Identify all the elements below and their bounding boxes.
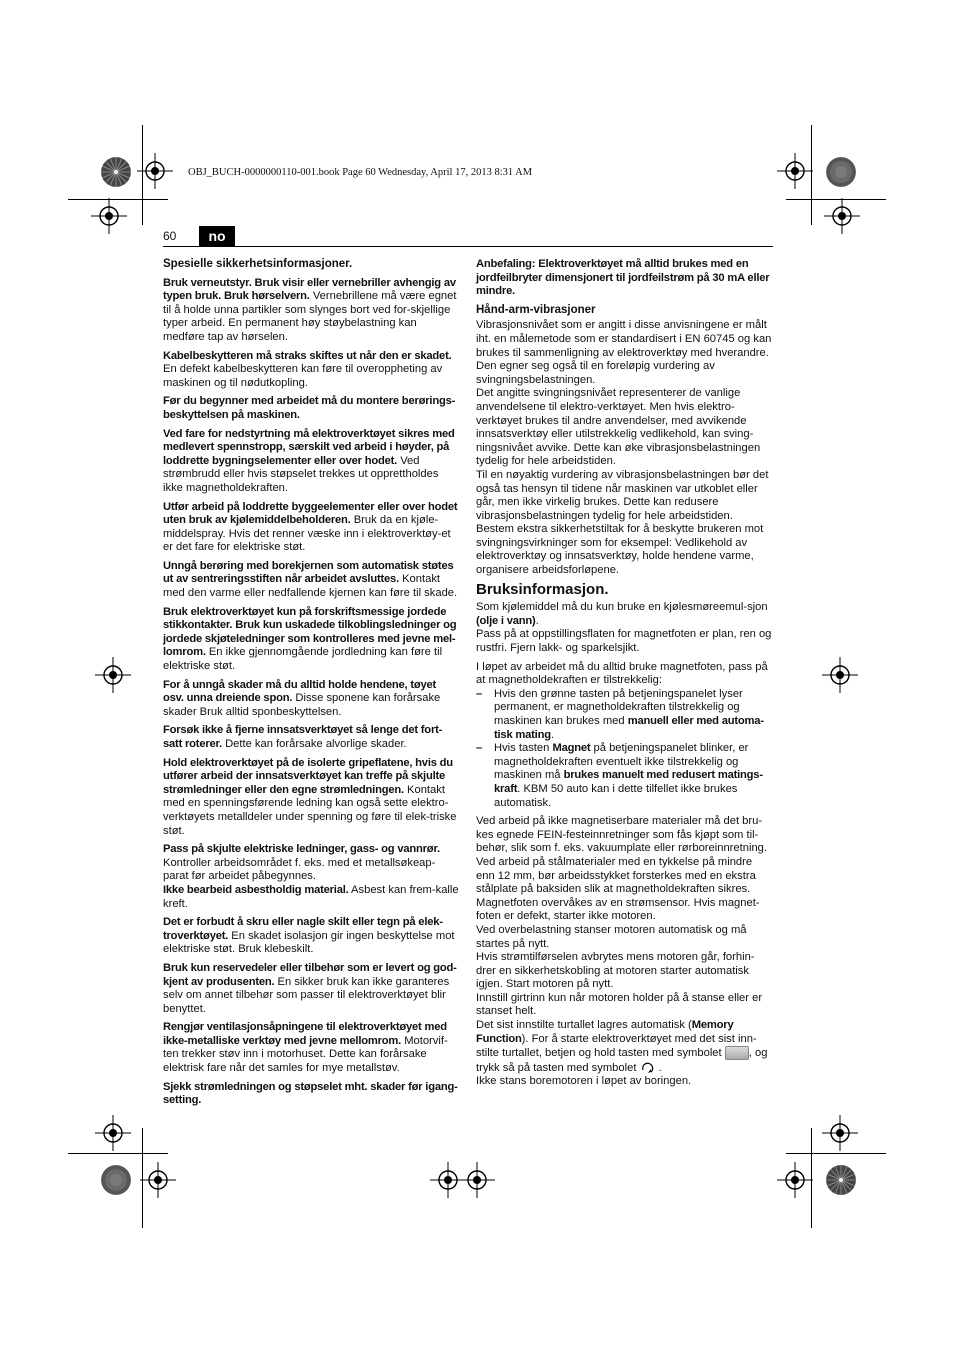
paragraph: Magnetfoten overvåkes av en strømsensor. Hvis magnet-foten er defekt, starter ikke motoren. <box>476 896 760 923</box>
paragraph: Ved arbeid på ikke magnetiserbare materialer må det bru-kes egnede FEIN-festeinnretninger som fås kjøpt som til-behør, slik som f. eks. vakuumplate eller rørboreinnretning. <box>476 815 767 855</box>
paragraph: Pass på skjulte elektriske ledninger, gass- og vannrør. Kontroller arbeidsområdet f. eks. med et metallsøkeap-parat før arbeidet påbegynnes. <box>163 843 440 883</box>
paragraph: Ved fare for nedstyrtning må elektroverktøyet sikres med medlevert spennstropp, særskilt ved arbeid i høyder, på loddrette bygningselementer eller over hodet. Ved strømbrudd eller hvis støpselet trekkes ut opprettholdes ikke magnetholdekraften. <box>163 427 455 494</box>
registration-mark-icon <box>93 1113 133 1153</box>
paragraph: Hold elektroverktøyet på de isolerte gripeflatene, hvis du utfører arbeid der innsatsverktøyet kan treffe på skjulte strømledninger eller den egne strømledningen. Kontakt med en spenningsførende ledning kan også sette elektro-verktøyets metalldeler under spenning og føre til elek-triske støt. <box>163 756 457 837</box>
color-target-icon <box>826 1165 856 1195</box>
section-heading: Bruksinformasjon. <box>476 580 609 598</box>
paragraph: Ved arbeid på stålmaterialer med en tykkelse på mindre enn 12 mm, bør arbeidsstykket forsterkes med en ekstra stålplate på baksiden slik at magnetholdekraften sikres. <box>476 855 756 896</box>
paragraph: Sjekk strømledningen og støpselet mht. skader før igang-setting. <box>163 1080 458 1107</box>
rotation-arrow-icon <box>640 1061 656 1075</box>
paragraph: Hvis strømtilførselen avbrytes mens motoren går, forhin-drer en sikkerhetskobling at motoren starter automatisk igjen. Start motoren på nytt. <box>476 951 755 991</box>
paragraph: For å unngå skader må du alltid holde hendene, tøyet osv. unna dreiende spon. Disse sponene kan forårsake skader Bruk alltid sponbeskyttelsen. <box>163 678 441 718</box>
paragraph: Det sist innstilte turtallet lagres automatisk (Memory Function). For å starte elektroverktøyet med det sist inn-stilte turtallet, betjen og hold tasten med symbolet , og trykk så på tasten med symbolet . <box>476 1019 768 1074</box>
paragraph: Pass på at oppstillingsflaten for magnetfoten er plan, ren og rustfri. Fjern lakk- og sparkelsjikt. <box>476 628 772 655</box>
paragraph: Forsøk ikke å fjerne innsatsverktøyet så lenge det fort-satt roterer. Dette kan forårsake alvorlige skader. <box>163 724 443 750</box>
paragraph: I løpet av arbeidet må du alltid bruke magnetfoten, pass på at magnetholdekraften er tilstrekkelig: <box>476 660 768 687</box>
paragraph: Unngå berøring med borekjernen som automatisk støtes ut av sentreringsstiften når arbeidet avsluttes. Kontakt med den varme eller nedfallende kjernen kan føre til skade. <box>163 559 458 600</box>
registration-mark-icon <box>457 1160 497 1200</box>
paragraph: Det er forbudt å skru eller nagle skilt eller tegn på elek-troverktøyet. En skadet isolasjon gir ingen beskyttelse mot elektriske støt. Bruk klebeskilt. <box>163 916 455 956</box>
registration-mark-icon <box>820 655 860 695</box>
color-target-icon <box>101 157 131 187</box>
crop-mark <box>786 1153 886 1154</box>
subsection-heading: Hånd-arm-vibrasjoner <box>476 303 596 316</box>
list-item: – Hvis den grønne tasten på betjeningspanelet lyser permanent, er magnetholdekraften tilstrekkelig og maskinen kan brukes med manuell eller med automa-tisk mating. <box>476 687 764 741</box>
paragraph: Utfør arbeid på loddrette byggeelementer eller over hodet uten bruk av kjølemiddelbeholderen. Bruk da en kjøle-middelspray. Hvis det renner væske inn i elektroverktøy-et er det fare for elektriske støt. <box>163 500 458 554</box>
paragraph: Som kjølemiddel må du kun bruke en kjølesmøreemul-sjon (olje i vann). <box>476 601 768 627</box>
paragraph: Bruk verneutstyr. Bruk visir eller vernebriller avhengig av typen bruk. Bruk hørselvern. Vernebrillene må være egnet til å holde unna partikler som slynges bort ved for-skjellige typer arbeid. En permanent høy støybelastning kan medføre tap av hørselen. <box>163 276 457 343</box>
paragraph: Bruk elektroverktøyet kun på forskriftsmessige jordede stikkontakter. Bruk kun uskadede tilkoblingsledninger og jordede skjøteledninger som kontrolleres med jevne mel-lomrom. En ikke gjennomgående jordledning kan føre til elektriske støt. <box>163 605 457 673</box>
section-heading: Spesielle sikkerhetsinformasjoner. <box>163 258 353 270</box>
header-rule <box>163 246 773 247</box>
print-file-info: OBJ_BUCH-0000000110-001.book Page 60 Wednesday, April 17, 2013 8:31 AM <box>188 167 533 178</box>
registration-mark-icon <box>775 1160 815 1200</box>
registration-mark-icon <box>775 151 815 191</box>
recommendation: Anbefaling: Elektroverktøyet må alltid brukes med en jordfeilbryter dimensjonert til jordfeilstrøm på 30 mA eller mindre. <box>476 258 770 298</box>
registration-mark-icon <box>138 1160 178 1200</box>
right-column <box>476 258 773 1094</box>
registration-mark-icon <box>93 655 133 695</box>
page-number: 60 <box>163 229 177 243</box>
registration-mark-icon <box>822 196 862 236</box>
paragraph: Ikke stans boremotoren i løpet av boringen. <box>476 1075 692 1088</box>
crop-mark <box>68 1153 168 1154</box>
list-item: – Hvis tasten Magnet på betjeningspanelet blinker, er magnetholdekraften eventuelt ikke tilstrekkelig og maskinen må brukes manuelt med redusert matings-kraft. KBM 50 auto kan i dette tilfellet ikke brukes automatisk. <box>476 742 763 809</box>
paragraph: Ved overbelastning stanser motoren automatisk og må startes på nytt. <box>476 923 747 950</box>
paragraph: Ikke bearbeid asbestholdig material. Asbest kan frem-kalle kreft. <box>163 883 459 910</box>
registration-mark-icon <box>820 1113 860 1153</box>
minus-key-icon <box>725 1046 749 1060</box>
paragraph: Rengjør ventilasjonsåpningene til elektroverktøyet med ikke-metalliske verktøy med jevne mellomrom. Motorvif-ten trekker støv inn i motorhuset. Dette kan forårsake elektrisk fare når det samles for mye metallstøv. <box>163 1021 448 1075</box>
left-column <box>163 258 459 1113</box>
paragraph: Til en nøyaktig vurdering av vibrasjonsbelastningen bør det også tas hensyn til tidene når maskinen var utkoblet eller går, men ikke virkelig brukes. Dette kan redusere vibrasjonsbelastningen tydelig for hele arbeidstiden. <box>476 468 769 522</box>
paragraph: Det angitte svingningsnivået representerer de vanlige anvendelsene til elektro-verktøyet. Men hvis elektro-verktøyet brukes til andre anvendelser, med avvikende innsatsverktøy eller utilstrekkelig vedlikehold, kan sving-ningsnivået avvike. Dette kan øke vibrasjonsbelastningen tydelig for hele arbeidstiden. <box>476 387 761 468</box>
paragraph: Bruk kun reservedeler eller tilbehør som er levert og god-kjent av produsenten. En sikker bruk kan ikke garanteres selv om annet tilbehør som passer til elektroverktøyet blir benyttet. <box>163 961 457 1015</box>
color-target-icon <box>826 157 856 187</box>
registration-mark-icon <box>89 196 129 236</box>
paragraph: Bestem ekstra sikkerhetstiltak for å beskytte brukeren mot svingningsvirkninger som for eksempel: Vedlikehold av elektroverktøy og innsatsverktøy, holde hendene varme, organisere arbeidsforløpene. <box>476 523 764 577</box>
paragraph: Før du begynner med arbeidet må du montere berørings-beskyttelsen på maskinen. <box>163 395 456 421</box>
paragraph: Innstill girtrinn kun når motoren holder på å stanse eller er stanset helt. <box>476 991 763 1018</box>
color-target-icon <box>101 1165 131 1195</box>
paragraph: Vibrasjonsnivået som er angitt i disse anvisningene er målt iht. en målemetode som er standardisert i EN 60745 og kan brukes til sammenligning av elektroverktøy med hverandre. Den egner seg også til en foreløpig vurdering av svingningsbelastningen. <box>476 319 772 386</box>
language-badge: no <box>199 226 235 246</box>
paragraph: Kabelbeskytteren må straks skiftes ut når den er skadet. En defekt kabelbeskytteren kan føre til overoppheting av maskinen og til nødutkopling. <box>163 349 452 389</box>
registration-mark-icon <box>135 151 175 191</box>
